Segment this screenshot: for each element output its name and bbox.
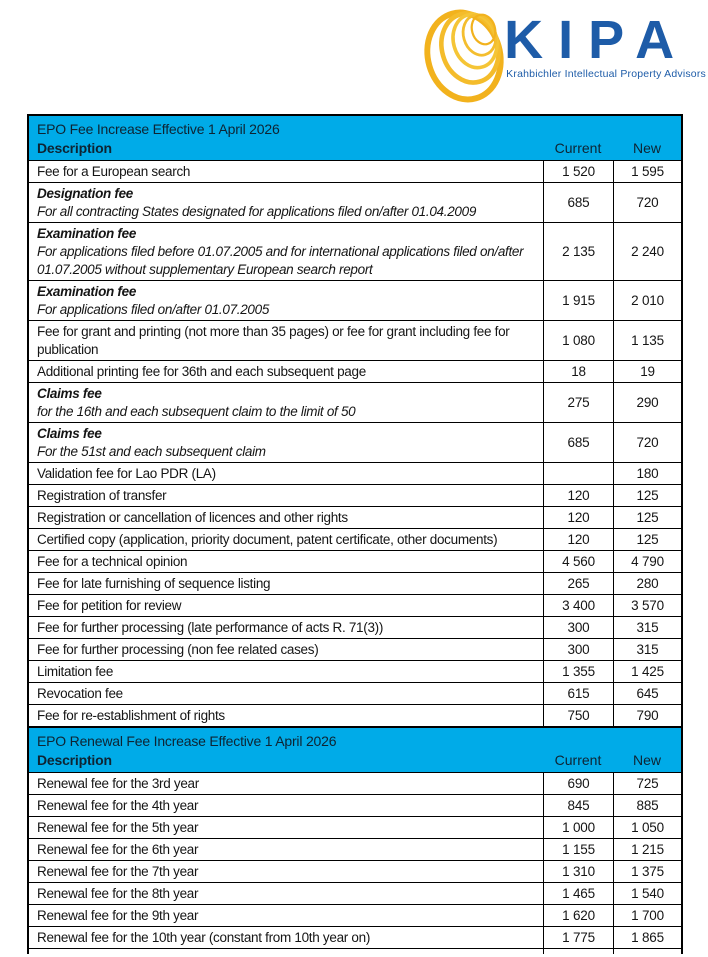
fee-description <box>29 927 543 948</box>
fee-current: 845 <box>543 795 613 816</box>
fee-title: Renewal fee for the 10th year (constant from 10th year on) <box>37 929 371 945</box>
fee-description <box>29 551 543 572</box>
column-header-current: Current <box>554 752 602 768</box>
column-header-current: Current <box>554 140 602 156</box>
cut-off-new-cell <box>613 949 681 954</box>
fee-current: 1 465 <box>543 883 613 904</box>
fee-current: 690 <box>543 773 613 794</box>
table-row <box>29 462 681 484</box>
fee-description <box>29 183 543 222</box>
fee-title: Designation fee <box>37 185 134 201</box>
table-row <box>29 422 681 462</box>
fee-new: 315 <box>613 617 681 638</box>
fee-description <box>29 573 543 594</box>
fee-description <box>29 383 543 422</box>
fee-title: Renewal fee for the 4th year <box>37 797 199 813</box>
fee-description <box>29 161 543 182</box>
fee-description <box>29 661 543 682</box>
fee-new: 725 <box>613 773 681 794</box>
fee-new: 1 540 <box>613 883 681 904</box>
fee-current: 1 355 <box>543 661 613 682</box>
fee-title: Validation fee for Lao PDR (LA) <box>37 465 216 481</box>
fee-current: 4 560 <box>543 551 613 572</box>
fee-new: 720 <box>613 183 681 222</box>
fee-description <box>29 463 543 484</box>
fee-title: Examination fee <box>37 283 137 299</box>
table-row <box>29 926 681 948</box>
fee-table-1 <box>27 726 683 954</box>
table-row <box>29 616 681 638</box>
fee-title: Claims fee <box>37 425 102 441</box>
fee-title: Certified copy (application, priority document, patent certificate, other documents) <box>37 531 498 547</box>
fee-current: 685 <box>543 423 613 462</box>
fee-title: Renewal fee for the 9th year <box>37 907 199 923</box>
fee-description <box>29 507 543 528</box>
table-row <box>29 594 681 616</box>
fee-new: 645 <box>613 683 681 704</box>
fee-title: Fee for late furnishing of sequence listing <box>37 575 271 591</box>
fee-current: 1 520 <box>543 161 613 182</box>
table-row <box>29 320 681 360</box>
fee-new: 790 <box>613 705 681 726</box>
fee-current: 750 <box>543 705 613 726</box>
fee-title: Fee for further processing (non fee related cases) <box>37 641 319 657</box>
fee-description <box>29 281 543 320</box>
table-row <box>29 550 681 572</box>
fee-new: 885 <box>613 795 681 816</box>
table-row <box>29 638 681 660</box>
fee-new: 3 570 <box>613 595 681 616</box>
fee-title: Fee for petition for review <box>37 597 182 613</box>
fee-new: 1 215 <box>613 839 681 860</box>
fee-description <box>29 595 543 616</box>
fee-title: Renewal fee for the 7th year <box>37 863 199 879</box>
fee-current <box>543 463 613 484</box>
fee-title: Fee for further processing (late performance of acts R. 71(3)) <box>37 619 384 635</box>
fee-current: 685 <box>543 183 613 222</box>
fee-new: 19 <box>613 361 681 382</box>
columns-header-row <box>29 138 681 160</box>
table-row <box>29 882 681 904</box>
fee-new: 2 240 <box>613 223 681 280</box>
fee-description <box>29 223 543 280</box>
cut-off-current-cell <box>543 949 613 954</box>
fee-new: 290 <box>613 383 681 422</box>
table-row <box>29 904 681 926</box>
fee-description <box>29 683 543 704</box>
table-row <box>29 528 681 550</box>
fee-description <box>29 485 543 506</box>
fee-description <box>29 529 543 550</box>
fee-description <box>29 795 543 816</box>
table-row <box>29 838 681 860</box>
fee-current: 1 310 <box>543 861 613 882</box>
table-row <box>29 484 681 506</box>
table-row <box>29 360 681 382</box>
fee-title: Claims fee <box>37 385 102 401</box>
fee-description <box>29 817 543 838</box>
tables <box>27 114 683 954</box>
fee-description <box>29 617 543 638</box>
fee-new: 1 425 <box>613 661 681 682</box>
column-header-description: Description <box>37 752 112 768</box>
table-row <box>29 794 681 816</box>
section-title: EPO Fee Increase Effective 1 April 2026 <box>37 121 280 137</box>
fee-current: 120 <box>543 507 613 528</box>
fee-new: 1 375 <box>613 861 681 882</box>
fee-new: 180 <box>613 463 681 484</box>
fee-subtitle: For all contracting States designated for applications filed on/after 01.04.2009 <box>37 203 477 219</box>
fee-new: 280 <box>613 573 681 594</box>
fee-new: 125 <box>613 507 681 528</box>
table-row <box>29 772 681 794</box>
table-row <box>29 222 681 280</box>
fee-new: 1 595 <box>613 161 681 182</box>
fee-description <box>29 361 543 382</box>
fee-new: 1 050 <box>613 817 681 838</box>
fee-description <box>29 839 543 860</box>
fee-current: 265 <box>543 573 613 594</box>
table-row <box>29 382 681 422</box>
fee-description <box>29 321 543 360</box>
section-header <box>29 728 681 772</box>
fee-current: 1 620 <box>543 905 613 926</box>
fee-subtitle: For applications filed on/after 01.07.2005 <box>37 301 270 317</box>
fee-current: 1 155 <box>543 839 613 860</box>
brand-tagline: Krahbichler Intellectual Property Advisors <box>506 68 706 80</box>
fee-title: Registration of transfer <box>37 487 167 503</box>
fee-new: 4 790 <box>613 551 681 572</box>
fee-new: 1 700 <box>613 905 681 926</box>
fee-title: Renewal fee for the 5th year <box>37 819 199 835</box>
brand-name: KIPA <box>504 10 690 70</box>
fee-new: 720 <box>613 423 681 462</box>
fee-new: 125 <box>613 529 681 550</box>
fee-title: Fee for grant and printing (not more than 35 pages) or fee for grant including fee for publication <box>37 323 510 357</box>
fee-current: 1 000 <box>543 817 613 838</box>
table-row <box>29 660 681 682</box>
fee-title: Fee for a technical opinion <box>37 553 188 569</box>
table-row <box>29 682 681 704</box>
column-header-new: New <box>632 752 661 768</box>
table-row <box>29 182 681 222</box>
columns-header-row <box>29 750 681 772</box>
fee-current: 1 915 <box>543 281 613 320</box>
fee-description <box>29 773 543 794</box>
column-header-new: New <box>632 140 661 156</box>
table-row <box>29 160 681 182</box>
kipa-logo <box>424 2 706 104</box>
fee-description <box>29 883 543 904</box>
table-row <box>29 506 681 528</box>
fee-description <box>29 423 543 462</box>
table-row <box>29 280 681 320</box>
section-header <box>29 116 681 160</box>
fee-new: 1 865 <box>613 927 681 948</box>
fee-current: 18 <box>543 361 613 382</box>
fee-title: Fee for a European search <box>37 163 191 179</box>
table-row <box>29 572 681 594</box>
fee-description <box>29 705 543 726</box>
fee-new: 1 135 <box>613 321 681 360</box>
fee-subtitle: For applications filed before 01.07.2005 and for international applications filed on/after 01.07.2005 without supplementary European search report <box>37 243 524 277</box>
fee-title: Registration or cancellation of licences and other rights <box>37 509 348 525</box>
fee-current: 120 <box>543 529 613 550</box>
fee-subtitle: For the 51st and each subsequent claim <box>37 443 266 459</box>
fee-description <box>29 861 543 882</box>
table-row <box>29 704 681 726</box>
cut-off-row <box>29 948 681 954</box>
fee-description <box>29 905 543 926</box>
logo-text-block <box>504 10 706 80</box>
fee-title: Renewal fee for the 3rd year <box>37 775 199 791</box>
fee-table-0 <box>27 114 683 726</box>
table-row <box>29 816 681 838</box>
fee-current: 615 <box>543 683 613 704</box>
cut-off-description-cell <box>29 949 543 954</box>
fee-current: 300 <box>543 639 613 660</box>
fee-current: 1 775 <box>543 927 613 948</box>
fee-title: Renewal fee for the 8th year <box>37 885 199 901</box>
column-header-description: Description <box>37 140 112 156</box>
fee-title: Revocation fee <box>37 685 123 701</box>
fee-current: 3 400 <box>543 595 613 616</box>
fee-current: 275 <box>543 383 613 422</box>
fee-title: Additional printing fee for 36th and each subsequent page <box>37 363 366 379</box>
table-row <box>29 860 681 882</box>
fee-title: Limitation fee <box>37 663 114 679</box>
fee-current: 2 135 <box>543 223 613 280</box>
fee-new: 2 010 <box>613 281 681 320</box>
fee-current: 120 <box>543 485 613 506</box>
fee-current: 300 <box>543 617 613 638</box>
fee-subtitle: for the 16th and each subsequent claim to the limit of 50 <box>37 403 356 419</box>
fee-new: 315 <box>613 639 681 660</box>
fee-description <box>29 639 543 660</box>
section-title: EPO Renewal Fee Increase Effective 1 April 2026 <box>37 733 337 749</box>
fee-title: Examination fee <box>37 225 137 241</box>
fee-new: 125 <box>613 485 681 506</box>
fee-title: Fee for re-establishment of rights <box>37 707 225 723</box>
fee-current: 1 080 <box>543 321 613 360</box>
fee-title: Renewal fee for the 6th year <box>37 841 199 857</box>
